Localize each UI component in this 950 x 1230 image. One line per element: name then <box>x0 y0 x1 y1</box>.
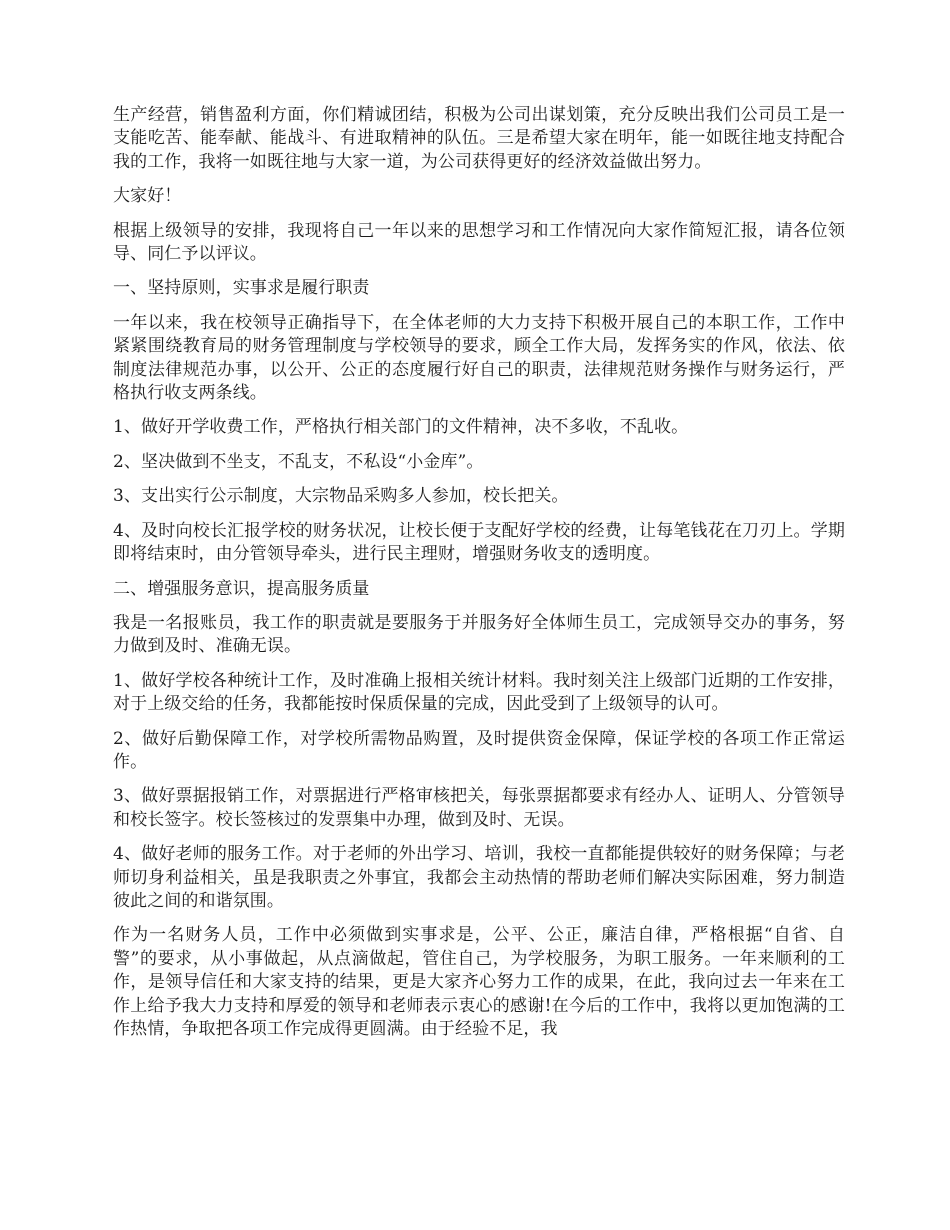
paragraph-opening: 根据上级领导的安排，我现将自己一年以来的思想学习和工作情况向大家作简短汇报，请各位领导、同仁予以评议。 <box>113 220 845 265</box>
section-heading-1: 一、坚持原则，实事求是履行职责 <box>113 278 370 299</box>
paragraph-section-2-body: 我是一名报账员，我工作的职责就是要服务于并服务好全体师生员工，完成领导交办的事务，努力做到及时、准确无误。 <box>113 612 845 657</box>
paragraph-intro-continuation: 生产经营，销售盈利方面，你们精诚团结，积极为公司出谋划策，充分反映出我们公司员工是一支能吃苦、能奉献、能战斗、有进取精神的队伍。三是希望大家在明年，能一如既往地支持配合我的工作，我将一如既往地与大家一道，为公司获得更好的经济效益做出努力。 <box>113 105 845 172</box>
list-item-2-4: 4、做好老师的服务工作。对于老师的外出学习、培训，我校一直都能提供较好的财务保障；与老师切身利益相关，虽是我职责之外事宜，我都会主动热情的帮助老师们解决实际困难，努力制造彼此之间的和谐氛围。 <box>113 844 845 911</box>
list-item-1-3: 3、支出实行公示制度，大宗物品采购多人参加，校长把关。 <box>113 486 569 507</box>
list-item-1-4: 4、及时向校长汇报学校的财务状况，让校长便于支配好学校的经费，让每笔钱花在刀刃上。学期即将结束时，由分管领导牵头，进行民主理财，增强财务收支的透明度。 <box>113 520 845 565</box>
paragraph-section-1-body: 一年以来，我在校领导正确指导下，在全体老师的大力支持下积极开展自己的本职工作，工作中紧紧围绕教育局的财务管理制度与学校领导的要求，顾全工作大局，发挥务实的作风，依法、依制度法律规范办事，以公开、公正的态度履行好自己的职责，法律规范财务操作与财务运行，严格执行收支两条线。 <box>113 312 845 404</box>
list-item-2-3: 3、做好票据报销工作，对票据进行严格审核把关，每张票据都要求有经办人、证明人、分管领导和校长签字。校长签核过的发票集中办理，做到及时、无误。 <box>113 786 845 830</box>
paragraph-closing: 作为一名财务人员，工作中必须做到实事求是，公平、公正，廉洁自律，严格根据“自省、自警”的要求，从小事做起，从点滴做起，管住自己，为学校服务，为职工服务。一年来顺利的工作，是领导信任和大家支持的结果，更是大家齐心努力工作的成果，在此，我向过去一年来在工作上给予我大力支持和厚爱的领导和老师表示衷心的感谢!在今后的工作中，我将以更加饱满的工作热情，争取把各项工作完成得更圆满。由于经验不足，我 <box>113 925 845 1039</box>
list-item-2-2: 2、做好后勤保障工作，对学校所需物品购置，及时提供资金保障，保证学校的各项工作正常运作。 <box>113 728 845 772</box>
section-heading-2: 二、增强服务意识，提高服务质量 <box>113 578 370 599</box>
list-item-2-1: 1、做好学校各种统计工作，及时准确上报相关统计材料。我时刻关注上级部门近期的工作安排，对于上级交给的任务，我都能按时保质保量的完成，因此受到了上级领导的认可。 <box>113 670 845 715</box>
document-body <box>113 104 845 1052</box>
list-item-1-2: 2、坚决做到不坐支，不乱支，不私设“小金库”。 <box>113 451 484 472</box>
list-item-1-1: 1、做好开学收费工作，严格执行相关部门的文件精神，决不多收，不乱收。 <box>113 417 689 438</box>
paragraph-greeting: 大家好！ <box>113 186 182 207</box>
